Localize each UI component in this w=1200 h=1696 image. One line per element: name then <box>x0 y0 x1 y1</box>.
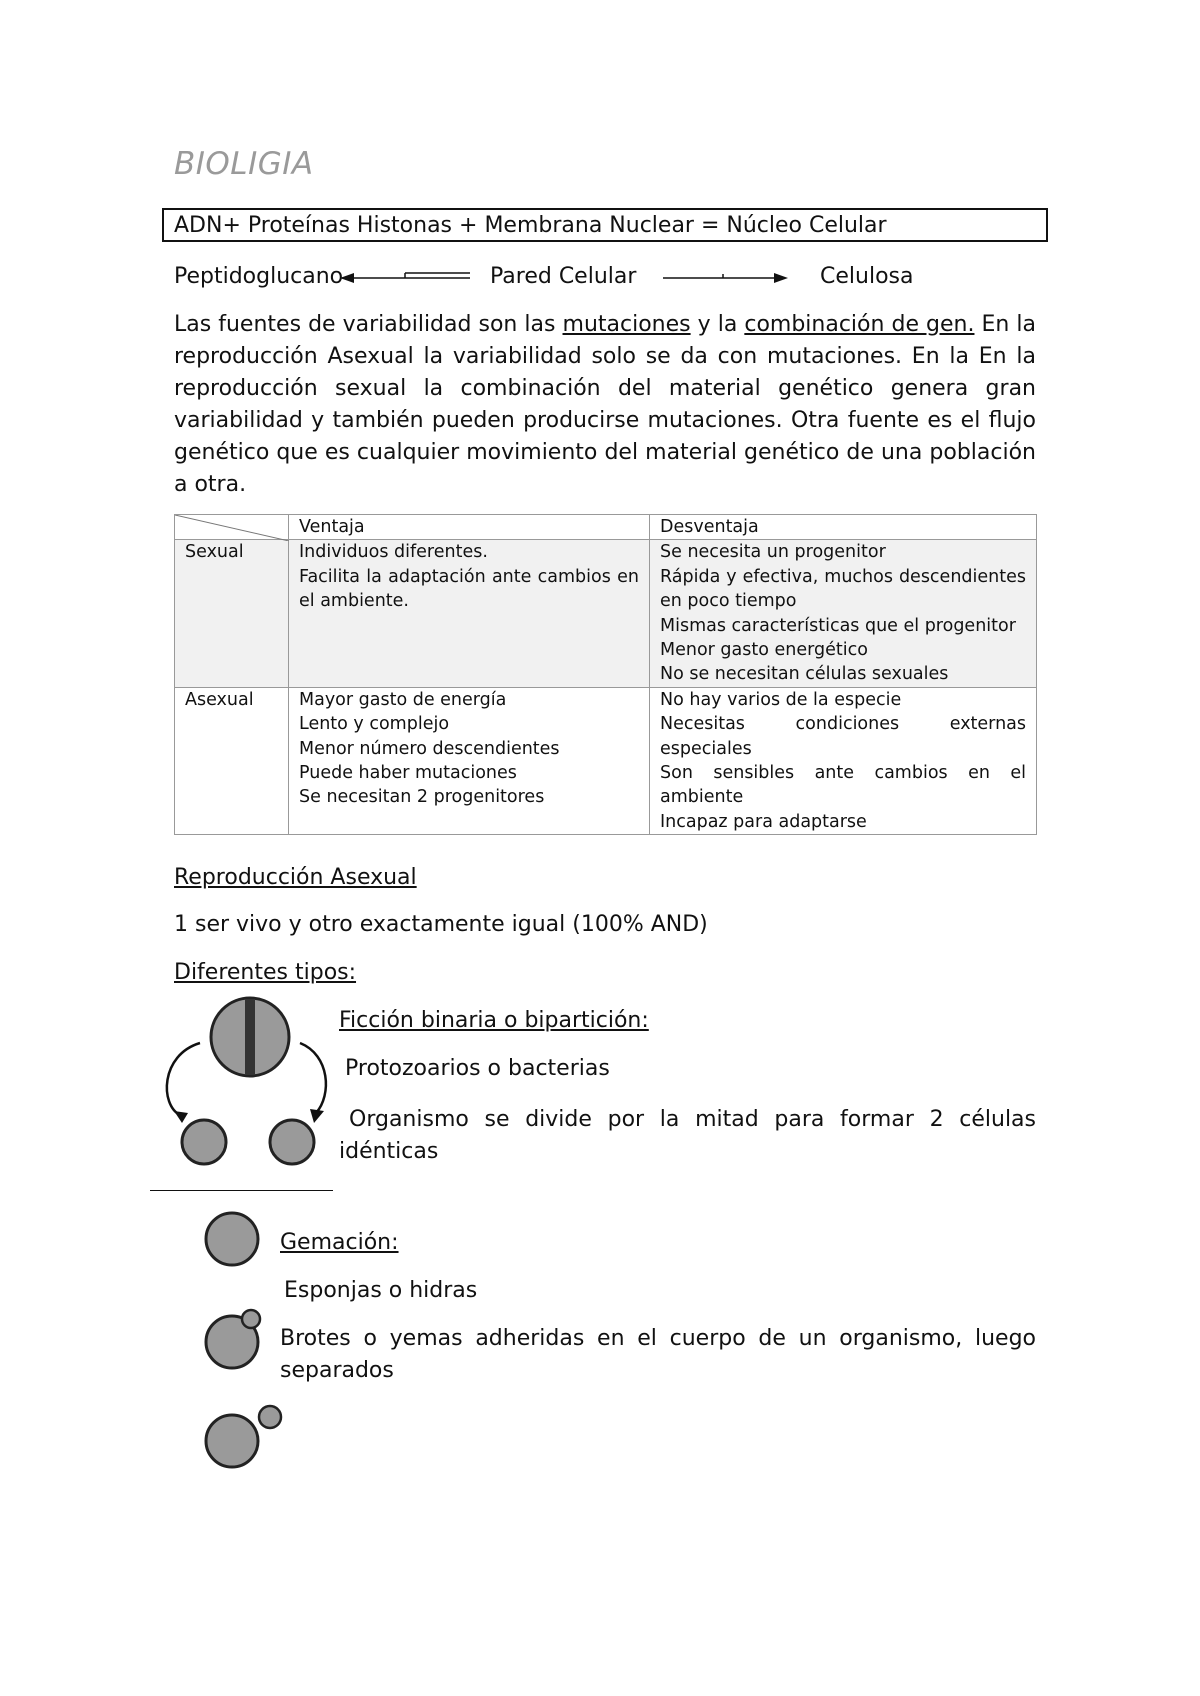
cell-line: Menor gasto energético <box>660 640 868 661</box>
ventaja-cell <box>289 540 650 687</box>
desventaja-cell <box>650 687 1037 834</box>
gemation-heading: Gemación: <box>280 1230 399 1255</box>
cell-line: No hay varios de la especie <box>660 689 902 710</box>
ventaja-cell <box>289 687 650 834</box>
bud-icon <box>242 1310 260 1328</box>
cell-line: Rápida y efectiva, muchos descendientes en poco tiempo <box>660 566 1026 612</box>
arrow-down-left-icon <box>174 1111 188 1123</box>
desventaja-cell <box>650 540 1037 687</box>
cell-line: Lento y complejo <box>299 714 450 735</box>
daughter-cell-icon <box>270 1120 314 1164</box>
peptidoglucano-label: Peptidoglucano <box>174 264 344 289</box>
separated-bud-icon <box>259 1406 281 1428</box>
table-row <box>175 540 1037 687</box>
table-corner-cell <box>175 515 289 540</box>
arrow-down-right-icon <box>310 1109 324 1123</box>
fission-heading: Ficción binaria o bipartición: <box>339 1008 649 1033</box>
cell-icon <box>206 1415 258 1467</box>
cell-line: Individuos diferentes. <box>299 542 488 563</box>
cell-line: Mismas características que el progenitor <box>660 615 1016 636</box>
cell-line: Se necesitan 2 progenitores <box>299 787 545 808</box>
gemation-description: Brotes o yemas adheridas en el cuerpo de un organismo, luego separados <box>280 1326 1036 1383</box>
paragraph-underlined-combinacion: combinación de gen. <box>744 312 975 337</box>
table-header-row <box>175 515 1037 540</box>
arrow-right-icon <box>774 273 788 283</box>
pared-celular-label: Pared Celular <box>490 264 637 289</box>
comparison-table <box>174 514 1037 835</box>
paragraph-text: y la <box>690 312 745 337</box>
row-label: Sexual <box>175 540 289 687</box>
paragraph-text: En la reproducción Asexual la variabilidad solo se da con mutaciones. En la En la reproducción sexual la combinación del material genético genera gran variabilidad y también pueden producirse mutaciones. Otra fuente es el flujo genético que es cualquier movimiento del material genético de una población a otra. <box>174 312 1036 497</box>
types-heading: Diferentes tipos: <box>174 960 357 985</box>
row-label: Asexual <box>175 687 289 834</box>
paragraph-text: Las fuentes de variabilidad son las <box>174 312 563 337</box>
cell-line: Puede haber mutaciones <box>299 763 517 784</box>
section-heading: Reproducción Asexual <box>174 865 417 890</box>
gemation-example: Esponjas o hidras <box>284 1278 478 1303</box>
cell-line: Facilita la adaptación ante cambios en el ambiente. <box>299 566 639 612</box>
cell-line: Menor número descendientes <box>299 738 560 759</box>
header-desventaja: Desventaja <box>650 515 1037 540</box>
cell-line: Son sensibles ante cambios en el ambiente <box>660 763 1026 808</box>
cell-wall-arrow-row <box>174 260 1054 296</box>
variability-paragraph <box>174 309 1036 501</box>
daughter-cell-icon <box>182 1120 226 1164</box>
page-title: BIOLIGIA <box>174 146 314 182</box>
division-line <box>245 999 255 1075</box>
paragraph-underlined-mutaciones: mutaciones <box>562 312 691 337</box>
cell-line: Necesitas condiciones externas especiales <box>660 714 1026 759</box>
header-ventaja: Ventaja <box>289 515 650 540</box>
cell-line: No se necesitan células sexuales <box>660 664 949 685</box>
cell-line: Incapaz para adaptarse <box>660 811 867 832</box>
fission-example: Protozoarios o bacterias <box>345 1056 610 1081</box>
clone-line: 1 ser vivo y otro exactamente igual (100% AND) <box>174 912 708 937</box>
celulosa-label: Celulosa <box>820 264 914 289</box>
cell-line: Se necesita un progenitor <box>660 542 886 563</box>
cell-icon <box>206 1213 258 1265</box>
cell-line: Mayor gasto de energía <box>299 689 507 710</box>
boxed-formula: ADN+ Proteínas Histonas + Membrana Nuclear = Núcleo Celular <box>162 208 1048 242</box>
binary-fission-diagram <box>160 995 340 1170</box>
table-row <box>175 687 1037 834</box>
separator-line <box>150 1190 333 1191</box>
fission-description: Organismo se divide por la mitad para formar 2 células idénticas <box>339 1107 1036 1164</box>
